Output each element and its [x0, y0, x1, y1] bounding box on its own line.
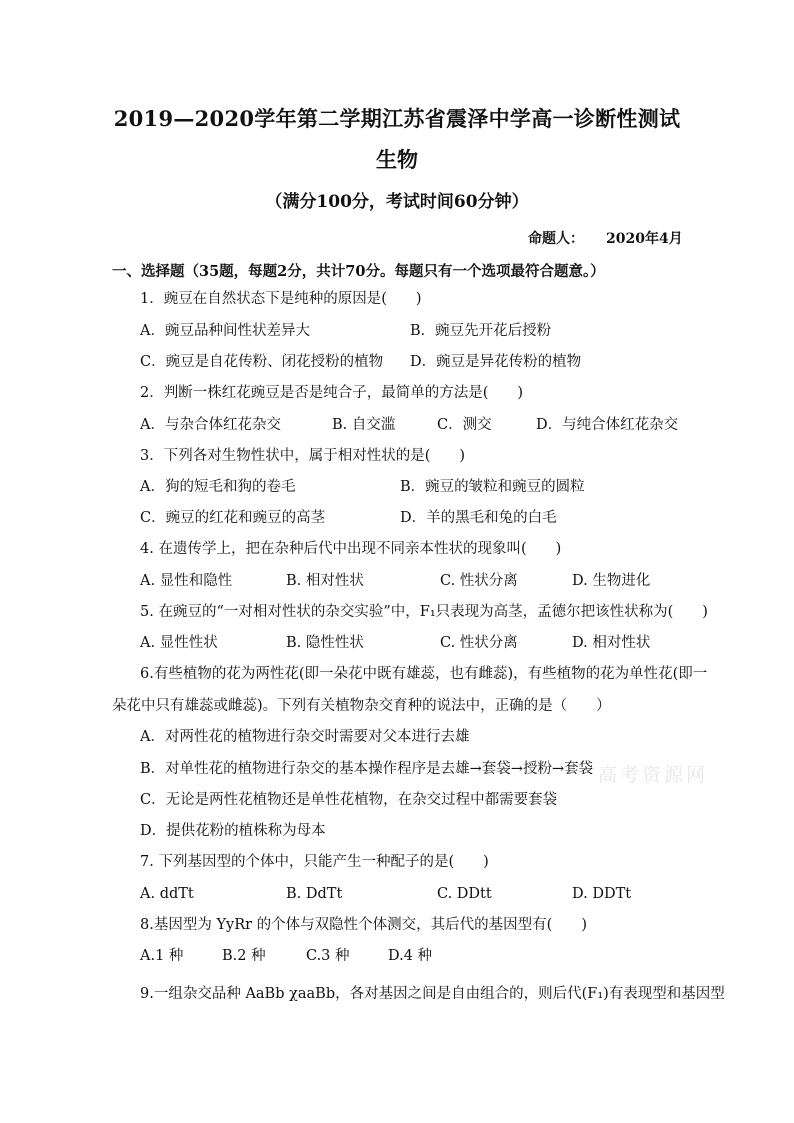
- option: A．对两性花的植物进行杂交时需要对父本进行去雄: [140, 729, 470, 745]
- option: D. DDTt: [572, 886, 632, 902]
- exam-title: 2019—2020学年第二学期江苏省震泽中学高一诊断性测试: [113, 106, 681, 131]
- option: B．豌豆的皱粒和豌豆的圆粒: [400, 479, 585, 495]
- option: C．测交: [437, 417, 492, 433]
- option: C.3 种: [306, 948, 350, 964]
- option: A．与杂合体红花杂交: [140, 417, 281, 433]
- option: B. DdTt: [286, 886, 343, 902]
- option: C．豌豆是自花传粉、闭花授粉的植物: [140, 354, 384, 370]
- option: D．提供花粉的植株称为母本: [140, 823, 326, 839]
- option: A. 显性和隐性: [140, 573, 233, 589]
- question-stem: 3．下列各对生物性状中，属于相对性状的是( ): [140, 448, 466, 464]
- option: D.4 种: [388, 948, 433, 964]
- option: A.1 种: [140, 948, 184, 964]
- option: B. 自交滥: [332, 417, 396, 433]
- option: A. ddTt: [140, 886, 194, 902]
- option: D．与纯合体红花杂交: [536, 417, 679, 433]
- question-stem: 5. 在豌豆的“一对相对性状的杂交实验”中，F₁只表现为高茎，孟德尔把该性状称为( ): [140, 604, 708, 620]
- question-stem: 6.有些植物的花为两性花(即一朵花中既有雄蕊，也有雌蕊)，有些植物的花为单性花(即一: [140, 666, 708, 682]
- option: B. 隐性性状: [286, 635, 364, 651]
- subject-title: 生物: [376, 147, 418, 172]
- question-stem: 7. 下列基因型的个体中，只能产生一种配子的是( ): [140, 854, 489, 870]
- score-time-note: （满分100分，考试时间60分钟）: [265, 192, 529, 212]
- option: B.2 种: [222, 948, 266, 964]
- question-stem: 8.基因型为 YyRr 的个体与双隐性个体测交，其后代的基因型有( ): [140, 917, 587, 933]
- option: D. 生物进化: [572, 573, 651, 589]
- option: A．狗的短毛和狗的卷毛: [140, 479, 296, 495]
- option: A. 显性性状: [140, 635, 218, 651]
- section-heading: 一、选择题（35题，每题2分，共计70分。每题只有一个选项最符合题意。）: [112, 263, 605, 280]
- option: B．对单性花的植物进行杂交的基本操作程序是去雄→套袋→授粉→套袋: [140, 761, 594, 777]
- option: C．豌豆的红花和豌豆的高茎: [140, 510, 326, 526]
- question-stem: 2．判断一株红花豌豆是否是纯合子，最简单的方法是( ): [140, 385, 524, 401]
- option: D．羊的黑毛和兔的白毛: [400, 510, 557, 526]
- option: C. 性状分离: [440, 573, 518, 589]
- question-stem-continued: 朵花中只有雄蕊或雌蕊)。下列有关植物杂交育种的说法中，正确的是（ ）: [112, 698, 611, 714]
- option: C. DDtt: [437, 886, 492, 902]
- option: D. 相对性状: [572, 635, 651, 651]
- question-stem: 1．豌豆在自然状态下是纯种的原因是( ): [140, 291, 422, 307]
- watermark: 高考资源网: [598, 764, 709, 786]
- question-stem: 9.一组杂交品种 AaBb χaaBb，各对基因之间是自由组合的，则后代(F₁)有表现型和基因型: [140, 986, 725, 1002]
- option: C. 性状分离: [440, 635, 518, 651]
- option: D．豌豆是异花传粉的植物: [410, 354, 582, 370]
- option: C．无论是两性花植物还是单性花植物，在杂交过程中都需要套袋: [140, 792, 558, 808]
- author-label: 命题人：: [528, 231, 584, 247]
- option: B．豌豆先开花后授粉: [410, 323, 552, 339]
- option: A．豌豆品种间性状差异大: [140, 323, 310, 339]
- exam-date: 2020年4月: [606, 231, 683, 247]
- option: B. 相对性状: [286, 573, 364, 589]
- question-stem: 4. 在遗传学上，把在杂种后代中出现不同亲本性状的现象叫( ): [140, 541, 562, 557]
